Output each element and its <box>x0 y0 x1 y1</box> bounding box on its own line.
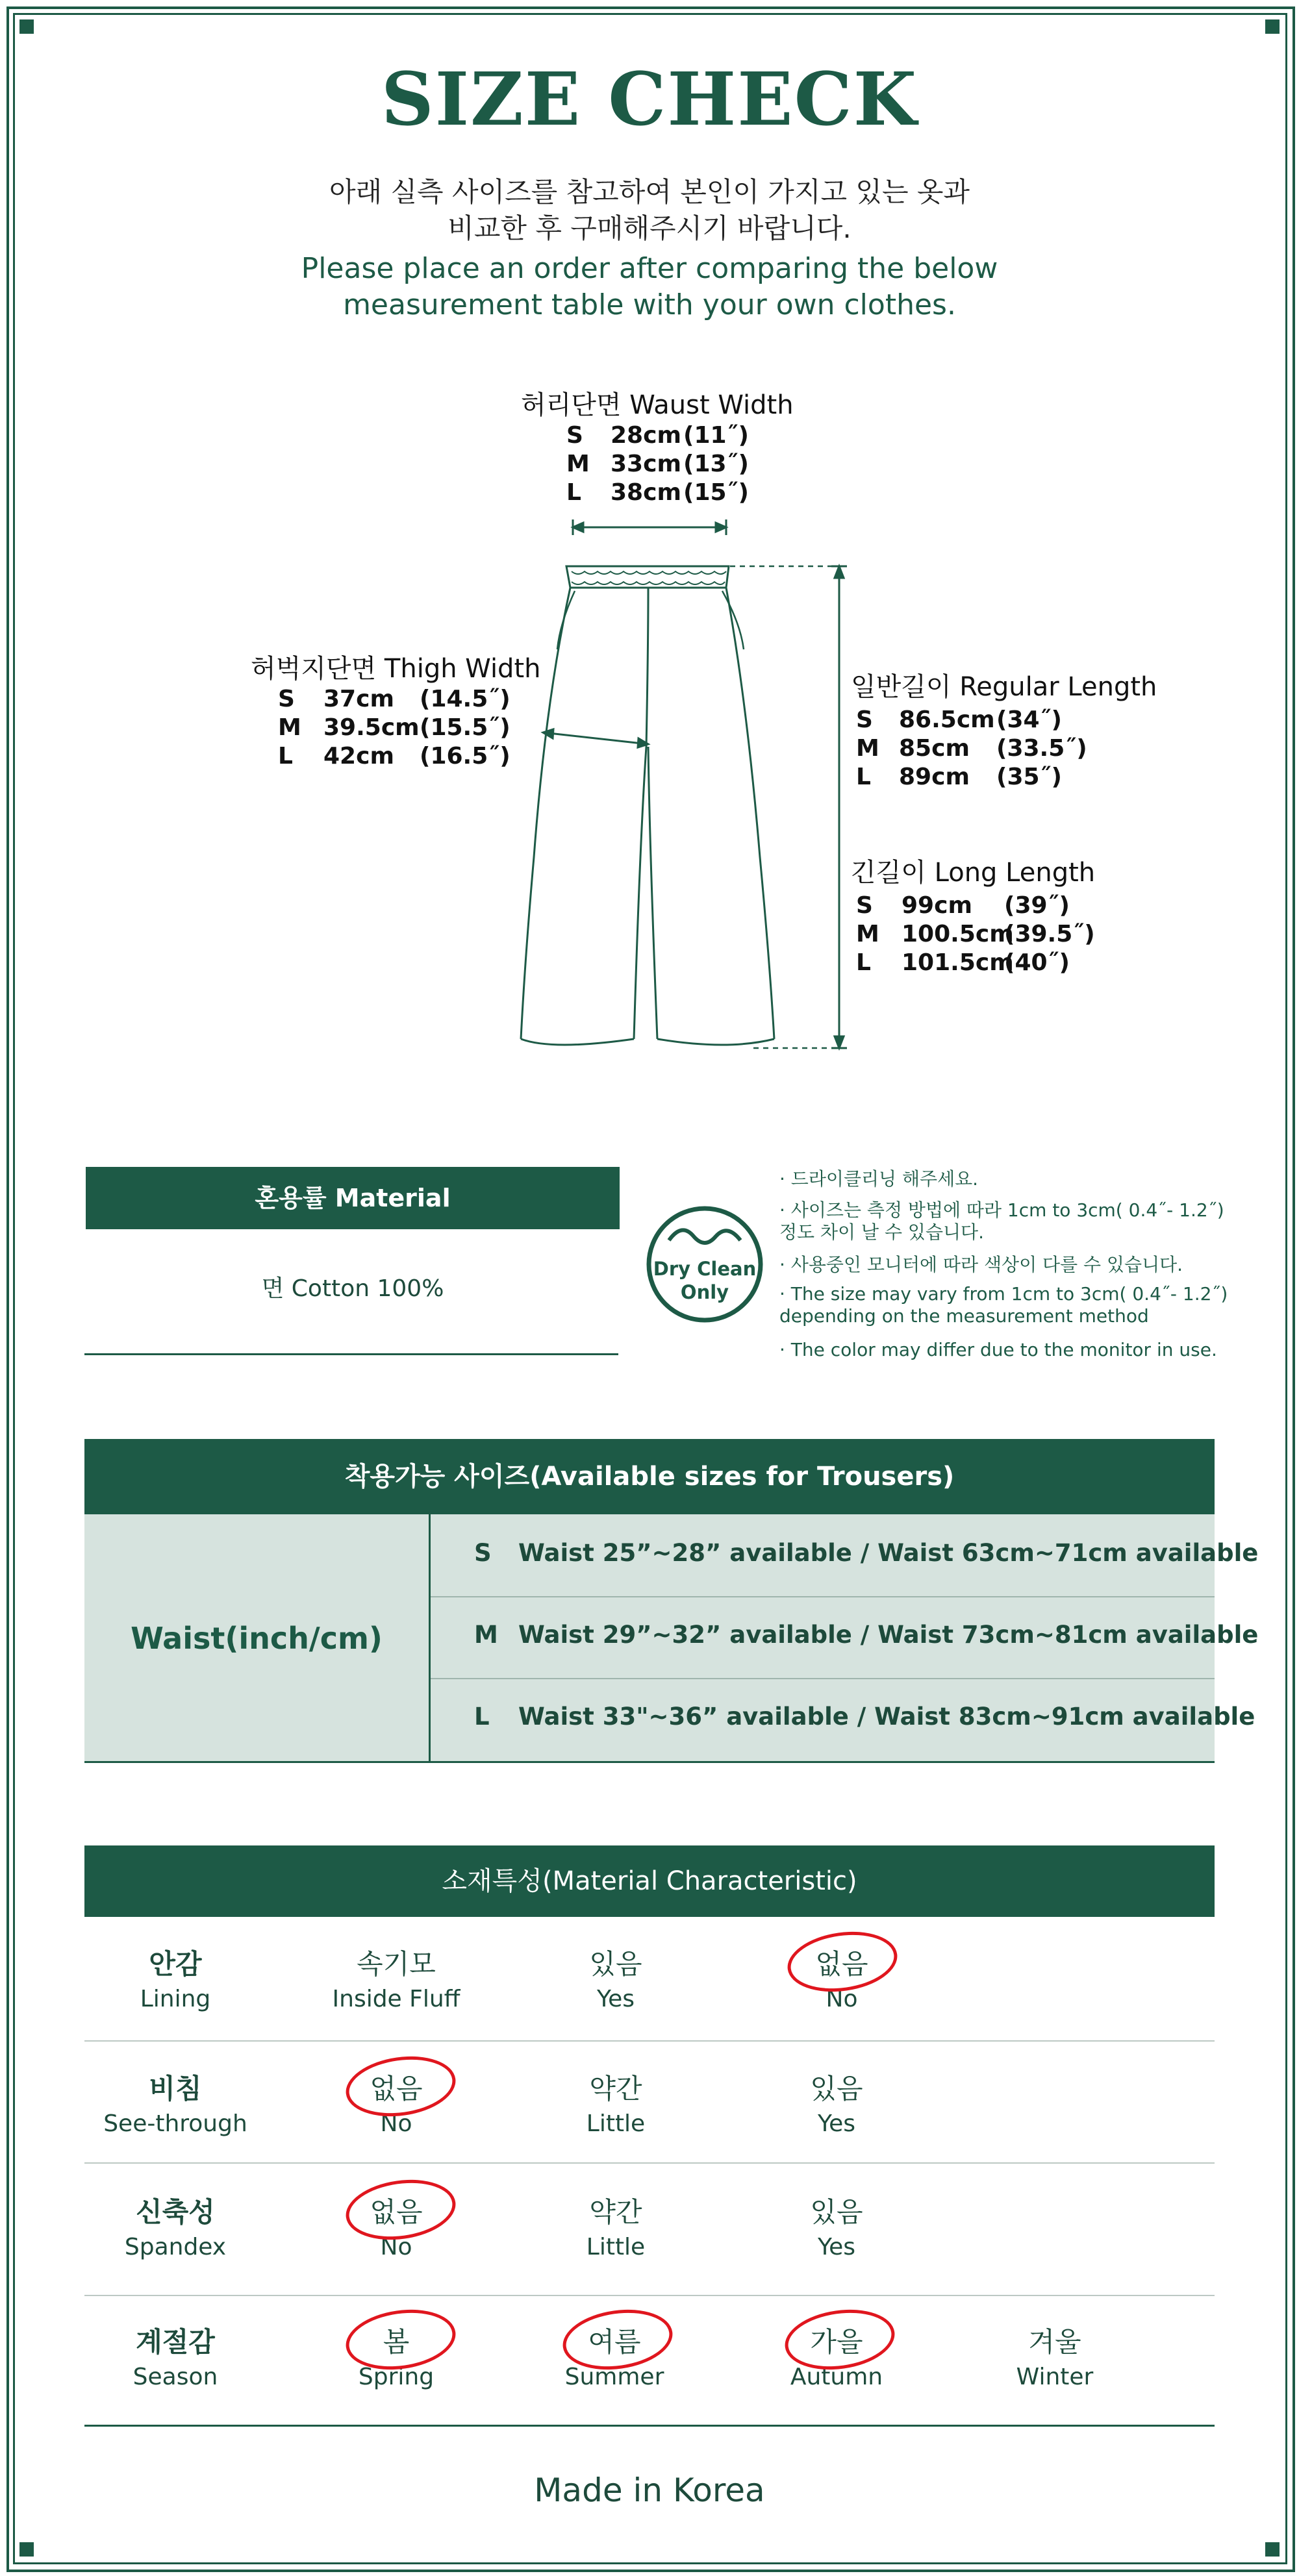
long-length-title: 긴길이 Long Length <box>851 858 1096 888</box>
note-line: · The color may differ due to the monitor in use. <box>779 1339 1217 1360</box>
option-autumn: 가을 Autumn <box>790 2326 883 2390</box>
table-row-divider <box>431 1596 1215 1597</box>
available-row-s: S Waist 25”~28” available / Waist 63cm~71cm available <box>474 1539 1259 1567</box>
waist-row-l: L 38cm(15˝) <box>566 479 750 506</box>
option-inside-fluff: 속기모 Inside Fluff <box>332 1948 460 2012</box>
row-label-lining: 안감 Lining <box>140 1948 211 2012</box>
corner-square-br <box>1265 2542 1280 2557</box>
note-line: · 사용중인 모니터에 따라 색상이 다를 수 있습니다. <box>779 1254 1183 1275</box>
available-sizes-header: 착용가능 사이즈(Available sizes for Trousers) <box>84 1439 1215 1514</box>
option-see-through-yes: 있음 Yes <box>810 2073 863 2137</box>
thigh-row-l: L 42cm (16.5˝) <box>278 743 511 769</box>
regular-row-s: S 86.5cm(34˝) <box>856 707 1063 733</box>
note-line: 정도 차이 날 수 있습니다. <box>779 1221 984 1243</box>
long-row-m: M 100.5cm(39.5˝) <box>856 921 1095 947</box>
option-spandex-little: 약간 Little <box>586 2196 646 2260</box>
option-summer: 여름 Summer <box>564 2326 664 2390</box>
row-label-see-through: 비침 See-through <box>103 2073 247 2137</box>
option-lining-no: 없음 No <box>815 1948 868 2012</box>
regular-length-title: 일반길이 Regular Length <box>851 672 1157 702</box>
row-label-season: 계절감 Season <box>132 2326 218 2390</box>
option-spandex-yes: 있음 Yes <box>810 2196 863 2260</box>
option-spring: 봄 Spring <box>358 2326 435 2390</box>
row-divider <box>84 2162 1215 2164</box>
intro-en-line2: measurement table with your own clothes. <box>343 288 956 321</box>
characteristic-bottom-line <box>84 2425 1215 2427</box>
option-spandex-no: 없음 No <box>370 2196 423 2260</box>
intro-ko-line2: 비교한 후 구매해주시기 바랍니다. <box>448 212 851 244</box>
note-line: · 드라이클리닝 해주세요. <box>779 1168 979 1190</box>
row-label-spandex: 신축성 Spandex <box>124 2196 227 2260</box>
thigh-row-s: S 37cm (14.5˝) <box>278 686 511 712</box>
row-divider <box>84 2295 1215 2296</box>
note-line: · 사이즈는 측정 방법에 따라 1cm to 3cm( 0.4˝- 1.2˝) <box>779 1199 1224 1221</box>
waist-row-m: M 33cm(13˝) <box>566 451 750 477</box>
available-table-bottom <box>84 1761 1215 1763</box>
option-see-through-no: 없음 No <box>370 2073 423 2137</box>
option-lining-yes: 있음 Yes <box>589 1948 642 2012</box>
waist-title: 허리단면 Waust Width <box>521 390 794 420</box>
option-see-through-little: 약간 Little <box>586 2073 646 2137</box>
option-winter: 겨울 Winter <box>1016 2326 1094 2390</box>
row-divider <box>84 2040 1215 2042</box>
available-row-m: M Waist 29”~32” available / Waist 73cm~81cm available <box>474 1621 1259 1649</box>
characteristic-header: 소재특성(Material Characteristic) <box>84 1845 1215 1917</box>
page-title: SIZE CHECK <box>381 57 918 142</box>
regular-row-m: M 85cm (33.5˝) <box>856 735 1087 762</box>
thigh-row-m: M 39.5cm(15.5˝) <box>278 714 511 741</box>
note-line: depending on the measurement method <box>779 1305 1149 1327</box>
corner-square-bl <box>19 2542 34 2557</box>
table-row-divider <box>431 1678 1215 1679</box>
long-row-s: S 99cm (39˝) <box>856 892 1070 919</box>
intro-ko-line1: 아래 실측 사이즈를 참고하여 본인이 가지고 있는 옷과 <box>329 176 970 208</box>
thigh-title: 허벅지단면 Thigh Width <box>251 654 541 684</box>
intro-en-line1: Please place an order after comparing the below <box>301 252 998 285</box>
table-column-divider <box>429 1514 431 1762</box>
available-row-l: L Waist 33"~36” available / Waist 83cm~91cm available <box>474 1703 1255 1731</box>
trouser-diagram <box>0 0 1299 1104</box>
note-line: · The size may vary from 1cm to 3cm( 0.4˝- 1.2˝) <box>779 1283 1228 1305</box>
waist-row-s: S 28cm(11˝) <box>566 422 750 449</box>
material-underline <box>84 1353 618 1355</box>
regular-row-l: L 89cm (35˝) <box>856 764 1063 790</box>
long-row-l: L 101.5cm(40˝) <box>856 949 1070 976</box>
material-header: 혼용률 Material <box>86 1167 620 1229</box>
dry-clean-label: Dry Clean Only <box>653 1258 757 1303</box>
waist-label: Waist(inch/cm) <box>131 1621 383 1656</box>
made-in-korea: Made in Korea <box>534 2471 765 2509</box>
material-value: 면 Cotton 100% <box>261 1275 444 1302</box>
